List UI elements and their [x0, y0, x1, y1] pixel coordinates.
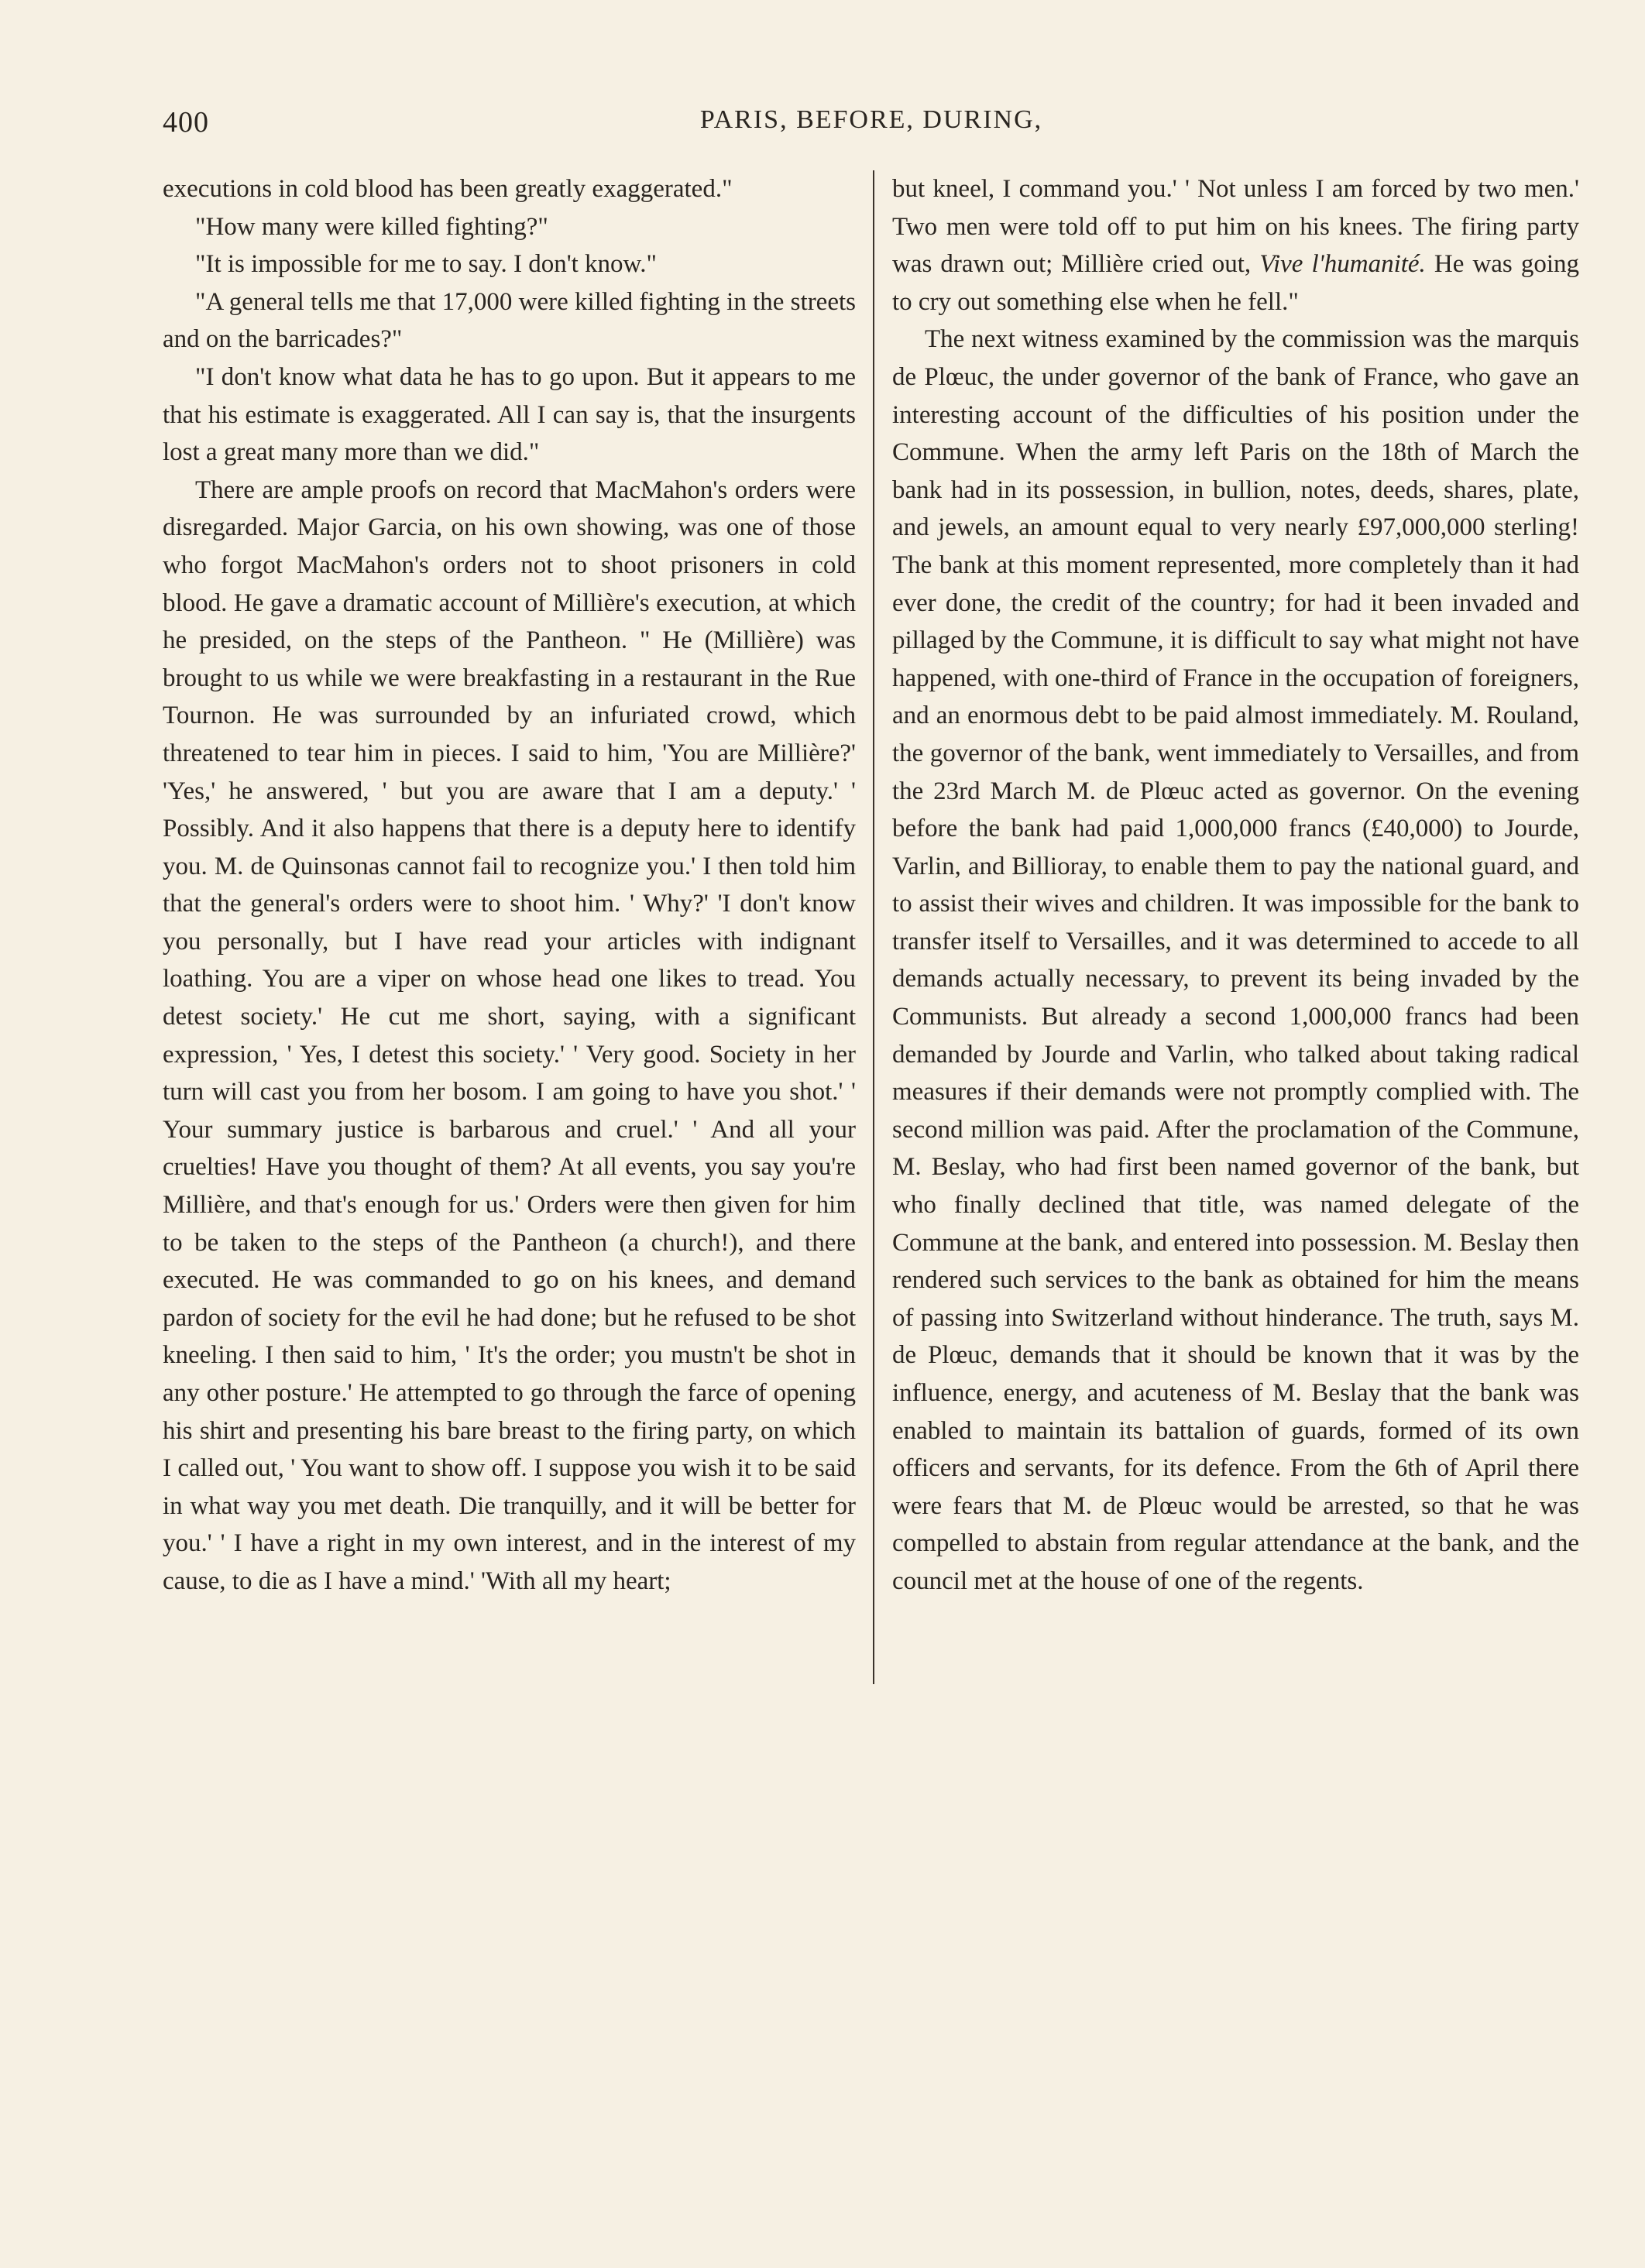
paragraph: "A general tells me that 17,000 were killed fighting in the streets and on the barricades?" [163, 287, 856, 354]
paragraph: "It is impossible for me to say. I don't know." [195, 250, 657, 279]
paragraph: executions in cold blood has been greatly exaggerated." [163, 175, 733, 203]
page-header [163, 99, 1580, 146]
paragraph: "How many were killed fighting?" [195, 212, 548, 241]
running-title: PARIS, BEFORE, DURING, [699, 105, 1043, 134]
paragraph: The next witness examined by the commission was the marquis de Plœuc, the under governor of the bank of France, who gave an interesting account of the difficulties of his position under the Commune. When the army left Paris on the 18th of March the bank had in its possession, in bullion, notes, deeds, shares, plate, and jewels, an amount equal to very nearly £97,000,000 sterling! The bank at this moment represented, more completely than it had ever done, the credit of the country; for had it been invaded and pillaged by the Commune, it is difficult to say what might not have happened, with one-third of France in the occupation of foreigners, and an enormous debt to be paid almost immediately. M. Rouland, the governor of the bank, went immediately to Versailles, and from the 23rd March M. de Plœuc acted as governor. On the evening before the bank had paid 1,000,000 francs (£40,000) to Jourde, Varlin, and Billioray, to enable them to pay the national guard, and to assist their wives and children. It was impossible for the bank to transfer itself to Versailles, and it was determined to accede to all demands actually necessary, to prevent its being invaded by the Communists. But already a second 1,000,000 francs had been demanded by Jourde and Varlin, who talked about taking radical measures if their demands were not promptly complied with. The second million was paid. After the proclamation of the Commune, M. Beslay, who had first been named governor of the bank, but who finally declined that title, was named delegate of the Commune at the bank, and entered into possession. M. Beslay then rendered such services to the bank as obtained for him the means of passing into Switzerland without hinderance. The truth, says M. de Plœuc, demands that it should be known that it was by the influence, energy, and acuteness of M. Beslay that the bank was enabled to maintain its battalion of guards, formed of its own officers and servants, for its defence. From the 6th of April there were fears that M. de Plœuc would be arrested, so that he was compelled to abstain from regular attendance at the bank, and the council met at the house of one of the regents. [892, 325, 1579, 1595]
text-run: but kneel, I command you.' ' Not unless I am forced by two men.' Two men were told off to put him on his knees. The firing party was drawn out; Millière cried out, [892, 175, 1579, 279]
paragraph: "I don't know what data he has to go upon. But it appears to me that his estimate is exaggerated. All I can say is, that the insurgents lost a great many more than we did." [163, 362, 856, 467]
paragraph: There are ample proofs on record that MacMahon's orders were disregarded. Major Garcia, on his own showing, was one of those who forgot MacMahon's orders not to shoot prisoners in cold blood. He gave a dramatic account of Millière's execution, at which he presided, on the steps of the Pantheon. " He (Millière) was brought to us while we were breakfasting in a restaurant in the Rue Tournon. He was surrounded by an infuriated crowd, which threatened to tear him in pieces. I said to him, 'You are Millière?' 'Yes,' he answered, ' but you are aware that I am a deputy.' ' Possibly. And it also happens that there is a deputy here to identify you. M. de Quinsonas cannot fail to recognize you.' I then told him that the general's orders were to shoot him. ' Why?' 'I don't know you personally, but I have read your articles with indignant loathing. You are a viper on whose head one likes to tread. You detest society.' He cut me short, saying, with a significant expression, ' Yes, I detest this society.' ' Very good. Society in her turn will cast you from her bosom. I am going to have you shot.' ' Your summary justice is barbarous and cruel.' ' And all your cruelties! Have you thought of them? At all events, you say you're Millière, and that's enough for us.' Orders were then given for him to be taken to the steps of the Pantheon (a church!), and there executed. He was commanded to go on his knees, and demand pardon of society for the evil he had done; but he refused to be shot kneeling. I then said to him, ' It's the order; you mustn't be shot in any other posture.' He attempted to go through the farce of opening his shirt and presenting his bare breast to the firing party, on which I called out, ' You want to show off. I suppose you wish it to be said in what way you met death. Die tranquilly, and it will be better for you.' ' I have a right in my own interest, and in the interest of my cause, to die as I have a mind.' 'With all my heart; [163, 475, 856, 1595]
italic-quote: Vive l'humanité. [1259, 250, 1426, 279]
right-column [892, 170, 1579, 1601]
left-column [163, 170, 856, 1601]
paragraph [892, 170, 1579, 321]
column-divider [873, 170, 874, 1684]
text-run: He was going to cry out something else when he fell." [892, 250, 1580, 316]
page-number: 400 [163, 106, 209, 139]
